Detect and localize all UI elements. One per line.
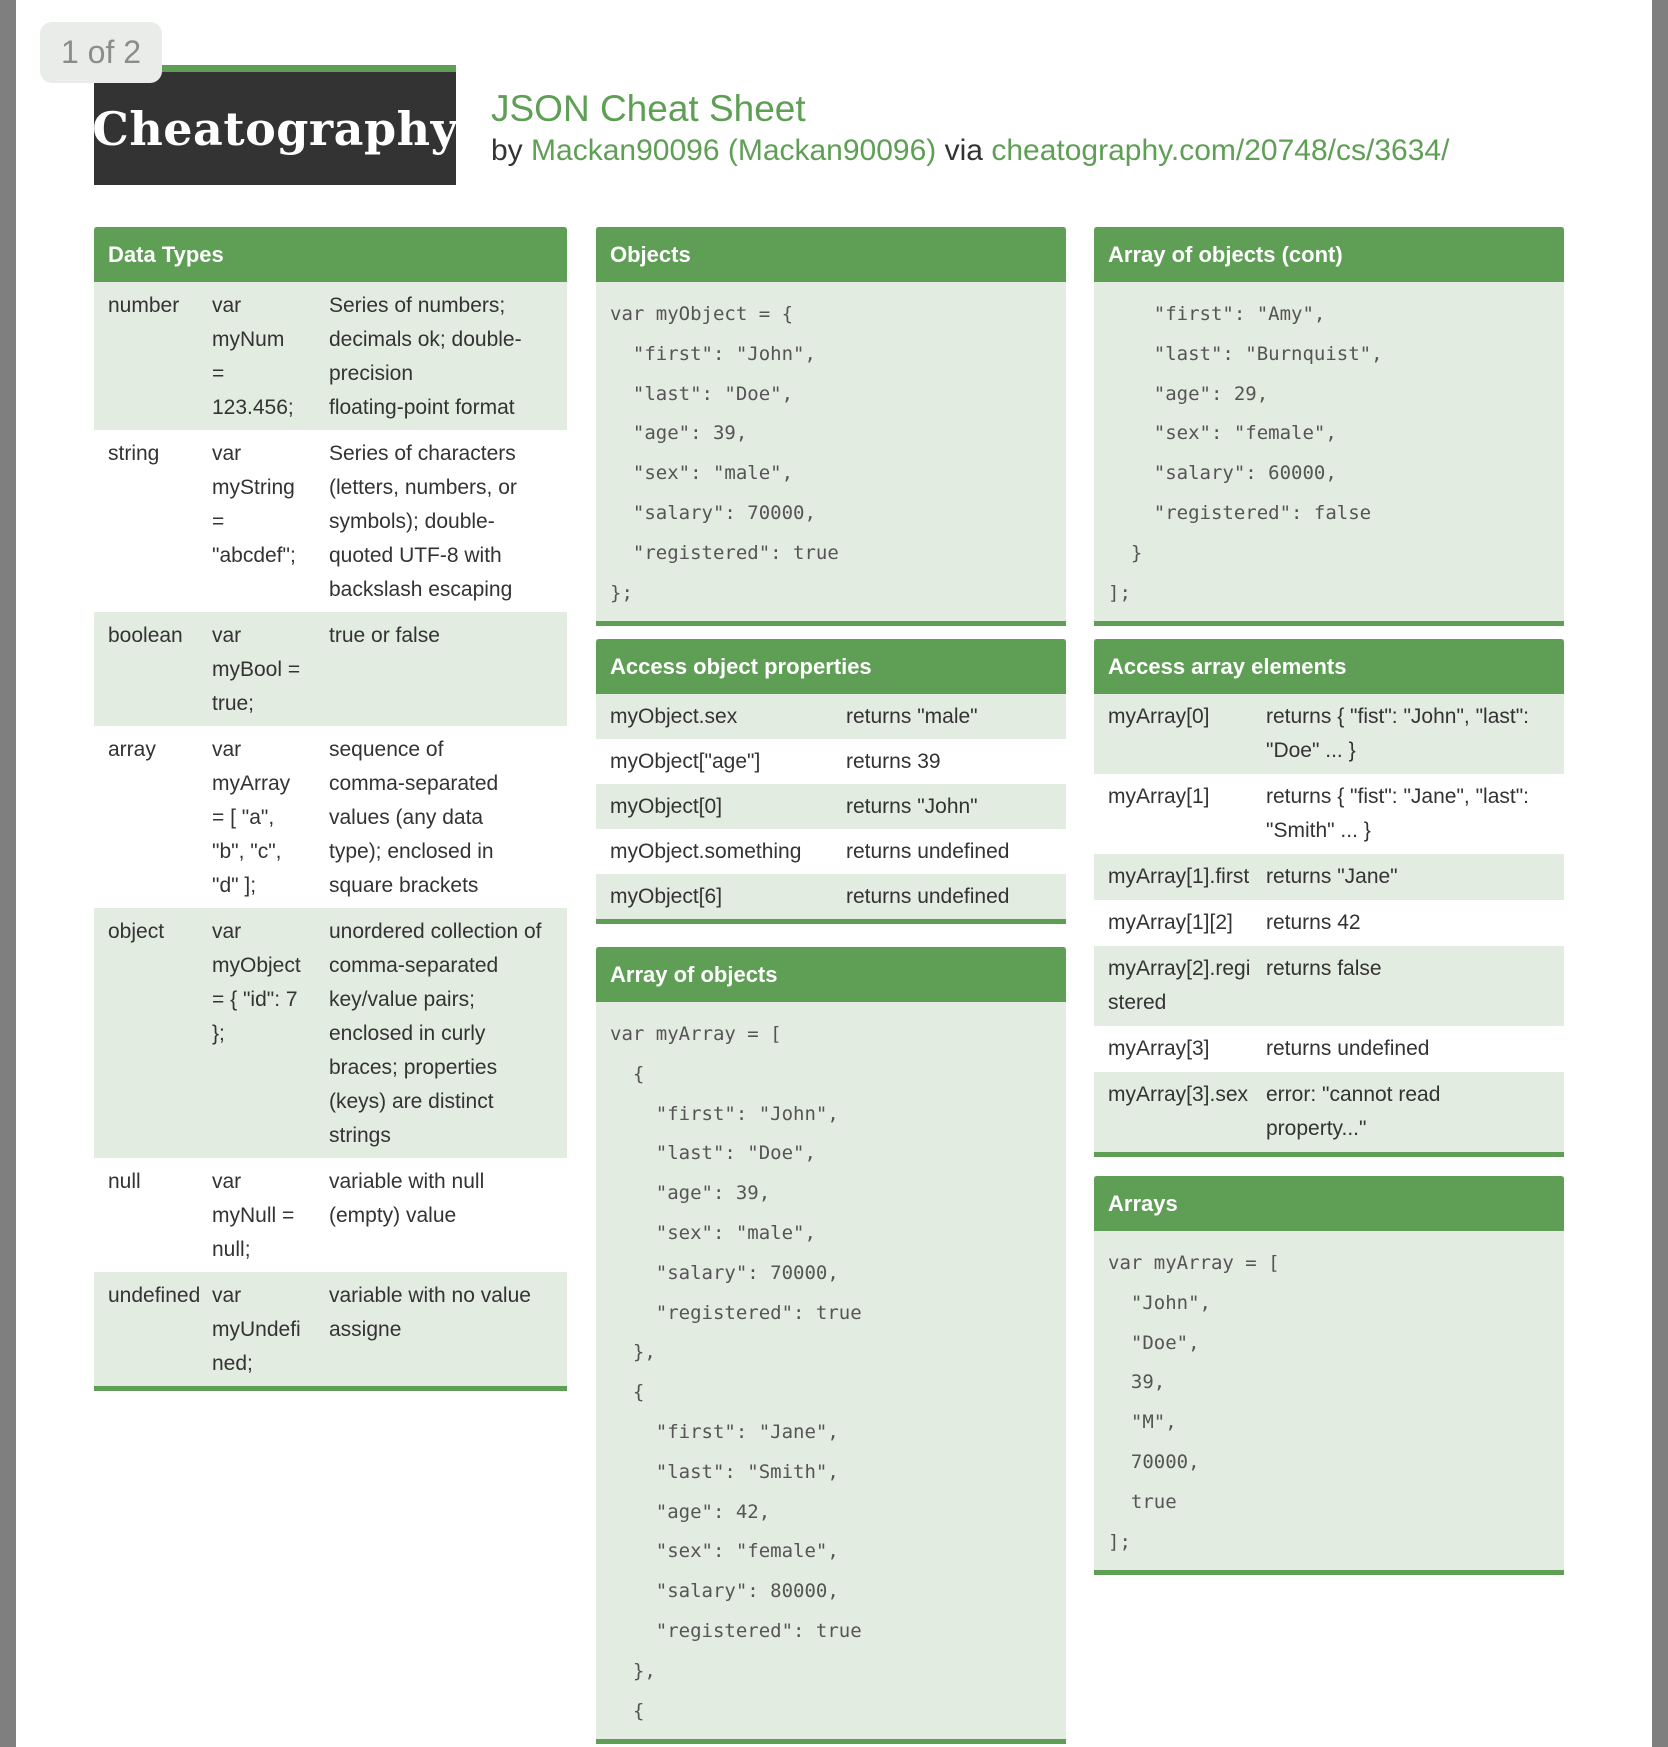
element-expression-line: myArray[1].first [1108,865,1250,888]
data-type-description-line: braces; properties [329,1056,498,1079]
code-line: { [610,1699,645,1722]
element-result [1266,1032,1551,1066]
data-type-example-line: = [212,510,225,533]
data-type-name: string [108,442,160,465]
cheat-sheet-page [16,0,1652,1747]
data-type-description-line: square brackets [329,874,479,897]
data-type-description [329,289,567,425]
data-type-example-line: var [212,1284,242,1307]
data-type-example-line: }; [212,1022,225,1045]
code-line: ]; [1108,1530,1131,1553]
arrays-block [1094,1176,1564,1575]
data-type-example-line: myObject [212,954,301,977]
element-result-line: "Smith" ... } [1266,819,1371,842]
element-expression [1094,860,1266,894]
data-type-name: array [108,738,156,761]
data-type-example [212,1165,329,1267]
data-type-description-line: variable with no value [329,1284,531,1307]
logo-text: Cheatography [92,101,458,156]
data-type-description-line: backslash escaping [329,578,513,601]
data-types-header: Data Types [94,227,567,282]
array-element-row [1094,1026,1564,1072]
element-expression-line: myArray[3].sex [1108,1083,1249,1106]
via-label: via [944,134,983,167]
element-result-line: returns { "fist": "Jane", "last": [1266,785,1529,808]
data-type-description-line: enclosed in curly [329,1022,486,1045]
access-array-elements-table [1094,694,1564,1152]
data-type-description-line: Series of characters [329,442,516,465]
code-line: var myArray = [ [610,1023,782,1045]
element-expression [1094,1078,1266,1146]
data-type-name: undefined [108,1284,201,1307]
data-type-description-line: precision [329,362,414,385]
array-of-objects-cont-block [1094,227,1564,626]
code-line: "salary": 60000, [1108,462,1337,485]
data-type-name: object [108,920,165,943]
property-result: returns undefined [846,839,1010,863]
data-type-example-line: myArray [212,772,291,795]
data-type-example-line: = { "id": 7 [212,988,298,1011]
data-type-example-line: myUndefi [212,1318,301,1341]
data-type-example-line: var [212,624,242,647]
code-line: var myObject = { [610,303,794,325]
element-expression-line: myArray[1][2] [1108,911,1233,934]
element-expression-line: myArray[3] [1108,1037,1210,1060]
element-result-line: returns undefined [1266,1037,1430,1060]
element-result-line: "Doe" ... } [1266,739,1356,762]
source-url-link[interactable]: cheatography.com/20748/cs/3634/ [991,134,1450,167]
data-type-description-line: (keys) are distinct [329,1090,494,1113]
data-type-row [94,726,567,908]
code-line: }, [610,1341,656,1364]
code-line: "age": 39, [610,422,748,445]
data-type-example-line: myNum [212,328,285,351]
arrays-header: Arrays [1094,1176,1564,1231]
data-type-description-line: decimals ok; double- [329,328,522,351]
data-type-description-line: symbols); double- [329,510,495,533]
data-type-description [329,437,567,607]
code-line: ]; [1108,581,1131,604]
data-type-description [329,1165,567,1267]
object-property-row [596,739,1066,784]
data-type-example-line: var [212,920,242,943]
code-line: "Doe", [1108,1331,1200,1354]
data-type-example [212,733,329,903]
data-type-example-line: null; [212,1238,251,1261]
code-line: "salary": 70000, [610,501,816,524]
array-of-objects-cont-code [1094,282,1564,621]
data-type-name: number [108,294,180,317]
data-type-example [212,289,329,425]
element-expression-line: myArray[0] [1108,705,1210,728]
sheet-title: JSON Cheat Sheet [491,88,806,129]
data-type-description-line: floating-point format [329,396,515,419]
element-result-line: returns "Jane" [1266,865,1398,888]
data-type-example [212,619,329,721]
element-result-line: error: "cannot read [1266,1083,1441,1106]
element-result [1266,780,1551,848]
access-array-elements-block [1094,639,1564,1157]
array-of-objects-header: Array of objects [596,947,1066,1002]
objects-code [596,282,1066,621]
data-type-name: null [108,1170,141,1193]
array-of-objects-block [596,947,1066,1744]
element-expression [1094,1032,1266,1066]
data-type-example [212,1279,329,1381]
data-type-description-line: key/value pairs; [329,988,475,1011]
data-type-description-line: (empty) value [329,1204,457,1227]
code-line: "sex": "male", [610,462,794,485]
code-line: "age": 42, [610,1500,771,1523]
property-expression: myObject[6] [610,884,723,908]
code-line: "salary": 70000, [610,1261,839,1284]
data-type-example-line: myNull = [212,1204,295,1227]
code-line: "last": "Smith", [610,1460,839,1483]
object-property-row [596,829,1066,874]
element-result [1266,700,1551,768]
data-type-example-line: = [ "a", [212,806,275,829]
access-array-elements-header: Access array elements [1094,639,1564,694]
element-result [1266,860,1551,894]
data-type-description-line: true or false [329,624,440,647]
access-object-properties-header: Access object properties [596,639,1066,694]
array-element-row [1094,900,1564,946]
object-property-row [596,694,1066,739]
element-expression [1094,700,1266,768]
code-line: "first": "Jane", [610,1420,839,1443]
property-expression: myObject.sex [610,704,738,728]
data-type-example-line: 123.456; [212,396,294,419]
code-line: { [610,1381,645,1404]
code-line: "last": "Doe", [610,1142,816,1165]
object-property-row [596,874,1066,919]
data-type-description [329,915,567,1153]
code-line: }; [610,581,633,604]
data-type-example-line: var [212,442,242,465]
data-type-description-line: values (any data [329,806,484,829]
property-expression: myObject.something [610,839,802,863]
data-type-description-line: (letters, numbers, or [329,476,517,499]
data-type-description-line: variable with null [329,1170,485,1193]
data-type-example-line: ned; [212,1352,253,1375]
object-property-row [596,784,1066,829]
code-line: "age": 29, [1108,382,1269,405]
data-type-description-line: assigne [329,1318,402,1341]
code-line: "M", [1108,1411,1177,1434]
access-object-properties-block [596,639,1066,924]
code-line: 70000, [1108,1450,1200,1473]
data-type-example-line: = [212,362,225,385]
property-result: returns undefined [846,884,1010,908]
code-line: true [1108,1490,1177,1513]
data-type-description-line: type); enclosed in [329,840,494,863]
code-line: "first": "John", [610,1102,839,1125]
data-type-row [94,1158,567,1272]
data-type-example [212,437,329,607]
array-of-objects-code [596,1002,1066,1739]
data-type-example [212,915,329,1153]
property-expression: myObject[0] [610,794,723,818]
cheatography-logo[interactable] [94,65,456,185]
data-type-description [329,619,567,721]
data-type-example-line: var [212,738,242,761]
data-type-row [94,282,567,430]
code-line: "sex": "female", [610,1540,839,1563]
element-expression-line: stered [1108,991,1167,1014]
element-result [1266,1078,1551,1146]
code-line: "John", [1108,1291,1211,1314]
code-line: "registered": true [610,1301,862,1324]
arrays-code [1094,1231,1564,1570]
code-line: }, [610,1659,656,1682]
element-expression [1094,952,1266,1020]
property-result: returns 39 [846,749,941,773]
data-type-example-line: "d" ]; [212,874,257,897]
objects-header: Objects [596,227,1066,282]
by-label: by [491,134,523,167]
code-line: "registered": false [1108,501,1372,524]
data-type-description-line: unordered collection of [329,920,542,943]
data-type-row [94,430,567,612]
element-result-line: returns 42 [1266,911,1361,934]
array-element-row [1094,854,1564,900]
data-type-example-line: var [212,294,242,317]
data-type-example-line: var [212,1170,242,1193]
data-type-description-line: comma-separated [329,772,499,795]
data-type-row [94,612,567,726]
element-result-line: returns { "fist": "John", "last": [1266,705,1529,728]
element-expression [1094,906,1266,940]
array-element-row [1094,694,1564,774]
array-element-row [1094,946,1564,1026]
array-element-row [1094,1072,1564,1152]
code-line: } [1108,541,1143,564]
access-object-properties-table [596,694,1066,919]
data-type-example-line: myBool = [212,658,301,681]
data-type-row [94,1272,567,1386]
data-types-table [94,282,567,1386]
data-type-example-line: true; [212,692,255,715]
code-line: "last": "Doe", [610,382,794,405]
data-type-description-line: sequence of [329,738,444,761]
data-types-block [94,227,567,1391]
data-type-description-line: quoted UTF-8 with [329,544,502,567]
data-type-example-line: myString [212,476,295,499]
byline [491,134,1449,168]
data-type-name: boolean [108,624,183,647]
element-result [1266,952,1551,1020]
array-element-row [1094,774,1564,854]
data-type-row [94,908,567,1158]
code-line: "age": 39, [610,1182,771,1205]
element-expression [1094,780,1266,848]
property-expression: myObject["age"] [610,749,761,773]
page-indicator: 1 of 2 [40,22,162,83]
code-line: "first": "John", [610,342,816,365]
element-result [1266,906,1551,940]
data-type-description-line: Series of numbers; [329,294,506,317]
code-line: "registered": true [610,541,839,564]
code-line: "salary": 80000, [610,1580,839,1603]
element-result-line: returns false [1266,957,1382,980]
code-line: "last": "Burnquist", [1108,342,1383,365]
data-type-example-line: "abcdef"; [212,544,296,567]
code-line: "registered": true [610,1619,862,1642]
code-line: 39, [1108,1371,1166,1394]
property-result: returns "John" [846,794,978,818]
code-line: "first": "Amy", [1108,303,1326,325]
element-result-line: property..." [1266,1117,1367,1140]
element-expression-line: myArray[1] [1108,785,1210,808]
data-type-example-line: "b", "c", [212,840,282,863]
objects-block [596,227,1066,626]
array-of-objects-cont-header: Array of objects (cont) [1094,227,1564,282]
code-line: "sex": "female", [1108,422,1337,445]
author-link[interactable]: Mackan90096 (Mackan90096) [531,134,937,167]
property-result: returns "male" [846,704,978,728]
code-line: "sex": "male", [610,1221,816,1244]
code-line: { [610,1062,645,1085]
data-type-description-line: strings [329,1124,391,1147]
code-line: var myArray = [ [1108,1252,1280,1274]
data-type-description [329,733,567,903]
data-type-description-line: comma-separated [329,954,499,977]
data-type-description [329,1279,567,1381]
element-expression-line: myArray[2].regi [1108,957,1251,980]
